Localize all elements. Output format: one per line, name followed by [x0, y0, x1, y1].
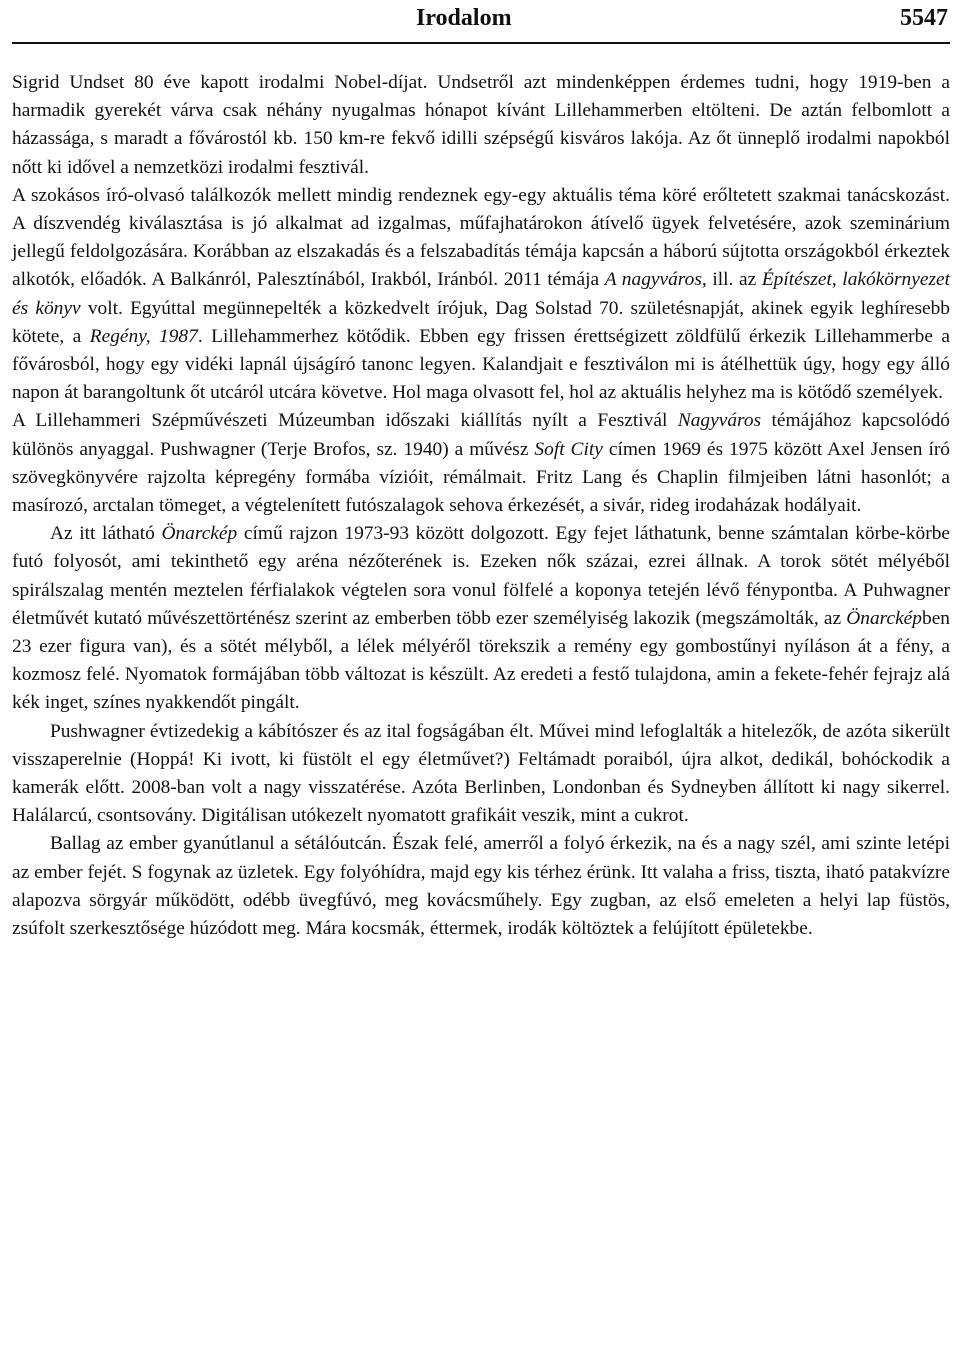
text-run: A Lillehammeri Szépművészeti Múzeumban időszaki kiállítás nyílt a Fesztivál — [12, 410, 678, 432]
italic-run: Önarckép — [846, 607, 922, 629]
text-run: ben 23 ezer figura van), és a sötét mélyből, a lélek mélyéről törekszik a remény egy gombostűnyi nyíláson át a fény, a kozmosz felé. Nyomatok formájában több változat is készült. Az eredeti a festő tulajdona, amin a fekete-fehér fejrajz alá kék inget, színes nyakkendőt pingált. — [12, 607, 950, 714]
section-title: Irodalom — [416, 5, 512, 31]
italic-run: Nagyváros — [677, 410, 762, 432]
text-run: volt. Egyúttal megünnepelték a közkedvelt írójuk, Dag Solstad 70. születésnapját, akinek egyik leghíresebb kötete, a — [12, 297, 950, 347]
text-run: címen 1969 és 1975 között Axel Jensen író szövegkönyvére rajzolta képregény formába vízióit, rémálmait. Fritz Lang és Chaplin filmjeiben látni hasonlót; a masírozó, arctalan tömeget, a végtelenített futószalagok sehova érkezését, a sivár, rideg irodaházak hodályait. — [12, 438, 951, 517]
italic-run: Soft City — [534, 438, 603, 460]
text-run: . Lillehammerhez kötődik. Ebben egy frissen érettségizett zöldfülű érkezik Lillehammerbe a fővárosból, hogy egy vidéki lapnál újságíró tanonc legyen. Kalandjait e fesztiválon mi is átélhettük úgy, hogy egy álló napon át barangoltunk őt utcáról utcára követve. Hol maga olvasott fel, hol az aktuális helyhez ma is kötődő személyek. — [12, 325, 950, 404]
text-run: A szokásos író-olvasó találkozók mellett mindig rendeznek egy-egy aktuális téma köré erőltetett szakmai tanácskozást. A díszvendég kiválasztása is jó alkalmat ad izgalmas, műfajhatárokon átívelő ügyek felvetésére, azok szeminárium jellegű feldolgozására. Korábban az elszakadás és a felszabadítás témája kapcsán a háború sújtotta országokból érkeztek alkotók, előadók. A Balkánról, Palesztínából, Irakból, Iránból. 2011 témája — [12, 184, 950, 291]
text-run: Az itt látható — [50, 523, 162, 545]
paragraph — [12, 182, 950, 408]
text-run: Ballag az ember gyanútlanul a sétálóutcán. Észak felé, amerről a folyó érkezik, na és a nagy szél, ami szinte letépi az ember fejét. S fogynak az üzletek. Egy folyóhídra, majd egy kis térhez érünk. Itt valaha a friss, tiszta, iható patakvízre alapozva sörgyár működött, odébb üvegfúvó, meg kovácsműhely. Egy zugban, az első emeleten a helyi lap füstös, zsúfolt szerkesztősége húzódott meg. Mára kocsmák, éttermek, irodák költöztek a felújított épületekbe. — [12, 833, 950, 940]
page-number: 5547 — [900, 5, 948, 31]
paragraph — [12, 520, 950, 717]
text-run: , ill. az — [701, 269, 762, 291]
header-rule — [12, 42, 950, 44]
text-run: Sigrid Undset 80 éve kapott irodalmi Nobel-díjat. Undsetről azt mindenképpen érdemes tudni, hogy 1919-ben a harmadik gyerekét várva csak néhány nyugalmas hónapot kívánt Lillehammerben eltölteni. De aztán felbomlott a házassága, s maradt a fővárostól kb. 150 km-re fekvő idilli szépségű kisváros lakója. Az őt ünneplő irodalmi napokból nőtt ki idővel a nemzetközi irodalmi fesztivál. — [12, 72, 950, 178]
paragraph — [12, 830, 950, 943]
article-body — [12, 69, 950, 943]
italic-run: Önarckép — [161, 523, 238, 545]
text-run: Pushwagner évtizedekig a kábítószer és az ital fogságában élt. Művei mind lefoglalták a hitelezők, de azóta sikerült visszaperelnie (Hoppá! Ki ivott, ki füstölt el egy életművet?) Feltámadt poraiból, újra alkot, dedikál, bohóckodik a kamerák előtt. 2008-ban volt a nagy visszatérése. Azóta Berlinben, Londonban és Sydneyben állított ki nagy sikerrel. Halálarcú, csontsovány. Digitálisan utókezelt nyomatott grafikáit veszik, mint a cukrot. — [12, 720, 950, 827]
italic-run: Regény, 1987 — [89, 325, 198, 347]
text-run: témájához kapcsolódó különös anyaggal. Pushwagner (Terje Brofos, sz. 1940) a művész — [12, 410, 950, 460]
paragraph — [12, 69, 950, 182]
text-run: című rajzon 1973-93 között dolgozott. Egy fejet láthatunk, benne számtalan körbe-körbe futó folyosót, ami tekinthető egy aréna nézőterének is. Ezeken nők százai, ezrei állnak. A torok sötét mélyéből spirálszalag mentén meztelen férfialakok végtelen sora vonul fölfelé a koponya tetején lévő fénypontba. A Puhwagner életművét kutató művészettörténész szerint az emberben több ezer személyiség lakozik (megszámolták, az — [12, 523, 950, 629]
running-header — [12, 0, 950, 30]
italic-run: A nagyváros — [604, 269, 702, 291]
italic-run: Építészet, lakókörnyezet és könyv — [12, 269, 950, 319]
paragraph — [12, 718, 950, 831]
paragraph — [12, 407, 950, 520]
